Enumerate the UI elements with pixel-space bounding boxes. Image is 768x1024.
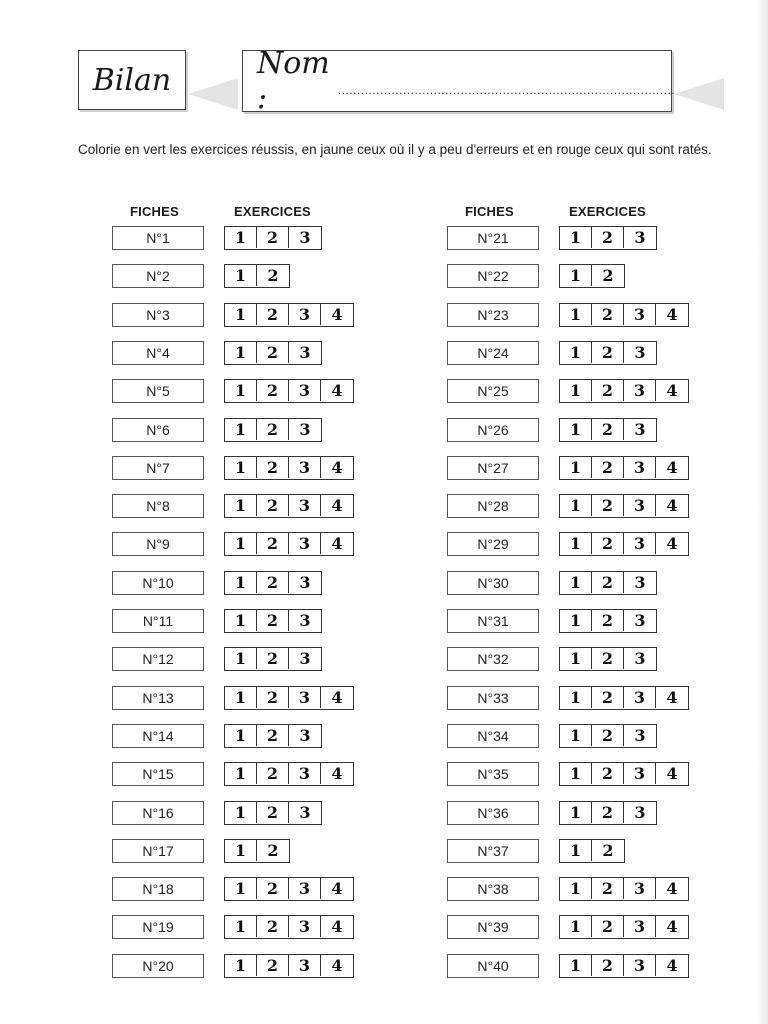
exercise-box[interactable]: 1 xyxy=(560,265,592,286)
exercise-box[interactable]: 2 xyxy=(592,955,624,976)
exercise-boxes xyxy=(559,264,625,288)
exercise-box[interactable]: 3 xyxy=(634,649,646,668)
exercise-box[interactable]: 3 xyxy=(624,916,656,937)
fiche-number-box: N°30 xyxy=(447,571,539,595)
exercise-box[interactable]: 1 xyxy=(560,687,592,708)
exercise-box[interactable]: 3 xyxy=(634,573,646,592)
exercise-box[interactable]: 3 xyxy=(299,573,311,592)
exercise-box[interactable]: 1 xyxy=(225,687,257,708)
fiche-number-box: N°2 xyxy=(112,264,204,288)
exercise-boxes xyxy=(224,915,354,939)
exercise-box[interactable]: 2 xyxy=(592,457,624,478)
exercise-box[interactable]: 2 xyxy=(257,802,289,823)
fiche-number-box: N°36 xyxy=(447,801,539,825)
exercise-boxes xyxy=(559,762,689,786)
fiche-number-box: N°40 xyxy=(447,954,539,978)
exercise-box[interactable]: 4 xyxy=(666,496,678,515)
fiche-number-box: N°13 xyxy=(112,686,204,710)
exercise-box[interactable]: 4 xyxy=(331,458,343,477)
fiche-number-box: N°19 xyxy=(112,915,204,939)
exercise-box[interactable]: 4 xyxy=(331,917,343,936)
fiche-number-box: N°3 xyxy=(112,303,204,327)
exercise-box[interactable]: 3 xyxy=(624,763,656,784)
exercise-boxes xyxy=(224,609,322,633)
name-dotted-line[interactable]: ........................................................................................ xyxy=(337,83,676,97)
exercise-box[interactable]: 4 xyxy=(666,917,678,936)
exercise-boxes xyxy=(224,686,354,710)
exercise-box[interactable]: 4 xyxy=(331,534,343,553)
exercise-box[interactable]: 2 xyxy=(592,916,624,937)
exercise-box[interactable]: 1 xyxy=(225,265,257,286)
exercise-boxes xyxy=(559,686,689,710)
exercise-box[interactable]: 1 xyxy=(560,802,592,823)
exercise-box[interactable]: 3 xyxy=(299,343,311,362)
fiche-number-box: N°1 xyxy=(112,226,204,250)
exercise-box[interactable]: 1 xyxy=(560,572,592,593)
exercise-boxes xyxy=(224,532,354,556)
fiche-number-box: N°11 xyxy=(112,609,204,633)
exercise-box[interactable]: 2 xyxy=(592,687,624,708)
exercise-boxes xyxy=(559,954,689,978)
fiche-number-box: N°28 xyxy=(447,494,539,518)
fiche-number-box: N°12 xyxy=(112,647,204,671)
exercise-box[interactable]: 4 xyxy=(666,534,678,553)
exercise-box[interactable]: 2 xyxy=(592,572,624,593)
exercise-box[interactable]: 1 xyxy=(560,610,592,631)
fiche-number-box: N°29 xyxy=(447,532,539,556)
decorative-wedge xyxy=(674,78,724,110)
exercise-box[interactable]: 1 xyxy=(560,419,592,440)
fiche-number-box: N°23 xyxy=(447,303,539,327)
exercices-column-header: EXERCICES xyxy=(234,204,311,219)
exercise-boxes xyxy=(559,379,689,403)
exercise-boxes xyxy=(224,379,354,403)
exercise-box[interactable]: 2 xyxy=(257,916,289,937)
fiche-number-box: N°26 xyxy=(447,418,539,442)
exercise-box[interactable]: 4 xyxy=(666,764,678,783)
exercise-box[interactable]: 3 xyxy=(289,916,321,937)
exercise-boxes xyxy=(559,647,657,671)
fiche-number-box: N°32 xyxy=(447,647,539,671)
decorative-wedge xyxy=(188,78,238,110)
exercise-box[interactable]: 4 xyxy=(331,496,343,515)
fiche-number-box: N°24 xyxy=(447,341,539,365)
exercise-box[interactable]: 3 xyxy=(289,878,321,899)
exercise-box[interactable]: 1 xyxy=(225,610,257,631)
exercise-box[interactable]: 1 xyxy=(560,916,592,937)
exercise-boxes xyxy=(224,724,322,748)
exercise-box[interactable]: 4 xyxy=(666,305,678,324)
exercise-boxes xyxy=(224,839,290,863)
fiche-number-box: N°5 xyxy=(112,379,204,403)
exercise-box[interactable]: 1 xyxy=(225,878,257,899)
exercise-box[interactable]: 3 xyxy=(634,726,646,745)
exercise-box[interactable]: 2 xyxy=(257,725,289,746)
exercise-boxes xyxy=(559,303,689,327)
exercise-box[interactable]: 3 xyxy=(289,763,321,784)
fiche-number-box: N°7 xyxy=(112,456,204,480)
exercise-boxes xyxy=(559,494,689,518)
exercise-box[interactable]: 1 xyxy=(560,878,592,899)
exercise-box[interactable]: 2 xyxy=(592,304,624,325)
exercise-box[interactable]: 3 xyxy=(289,380,321,401)
exercise-box[interactable]: 2 xyxy=(257,495,289,516)
exercices-column-header: EXERCICES xyxy=(569,204,646,219)
exercise-boxes xyxy=(224,226,322,250)
exercise-box[interactable]: 2 xyxy=(257,648,289,669)
exercise-box[interactable]: 1 xyxy=(225,725,257,746)
exercise-box[interactable]: 2 xyxy=(257,227,289,248)
exercise-box[interactable]: 2 xyxy=(602,266,614,285)
exercise-box[interactable]: 1 xyxy=(560,955,592,976)
fiche-number-box: N°16 xyxy=(112,801,204,825)
exercise-box[interactable]: 1 xyxy=(225,572,257,593)
exercise-box[interactable]: 1 xyxy=(560,227,592,248)
exercise-box[interactable]: 4 xyxy=(331,381,343,400)
fiche-number-box: N°15 xyxy=(112,762,204,786)
exercise-box[interactable]: 2 xyxy=(602,841,614,860)
fiche-number-box: N°39 xyxy=(447,915,539,939)
exercise-box[interactable]: 4 xyxy=(331,305,343,324)
exercise-box[interactable]: 1 xyxy=(560,342,592,363)
exercise-box[interactable]: 1 xyxy=(225,380,257,401)
exercise-boxes xyxy=(224,418,322,442)
exercise-boxes xyxy=(224,456,354,480)
exercise-box[interactable]: 3 xyxy=(634,420,646,439)
exercise-boxes xyxy=(559,609,657,633)
exercise-box[interactable]: 3 xyxy=(624,878,656,899)
exercise-boxes xyxy=(224,762,354,786)
fiches-column-header: FICHES xyxy=(130,204,179,219)
fiche-number-box: N°25 xyxy=(447,379,539,403)
exercise-box[interactable]: 3 xyxy=(624,304,656,325)
exercise-box[interactable]: 1 xyxy=(225,227,257,248)
exercise-box[interactable]: 2 xyxy=(257,610,289,631)
exercise-boxes xyxy=(559,418,657,442)
exercise-box[interactable]: 1 xyxy=(225,533,257,554)
exercise-box[interactable]: 2 xyxy=(257,304,289,325)
exercise-box[interactable]: 1 xyxy=(560,533,592,554)
exercise-box[interactable]: 2 xyxy=(592,725,624,746)
exercise-box[interactable]: 1 xyxy=(560,457,592,478)
exercise-box[interactable]: 2 xyxy=(257,955,289,976)
exercise-boxes xyxy=(559,877,689,901)
fiche-number-box: N°34 xyxy=(447,724,539,748)
exercise-boxes xyxy=(559,571,657,595)
exercise-box[interactable]: 3 xyxy=(299,803,311,822)
exercise-box[interactable]: 3 xyxy=(624,495,656,516)
exercise-box[interactable]: 3 xyxy=(624,955,656,976)
exercise-box[interactable]: 1 xyxy=(560,380,592,401)
exercise-box[interactable]: 2 xyxy=(592,380,624,401)
exercise-boxes xyxy=(224,877,354,901)
exercise-box[interactable]: 2 xyxy=(257,687,289,708)
exercise-box[interactable]: 2 xyxy=(592,648,624,669)
worksheet-header xyxy=(78,46,728,116)
exercise-box[interactable]: 4 xyxy=(666,458,678,477)
exercise-boxes xyxy=(559,456,689,480)
page-edge-shadow xyxy=(756,0,768,1024)
exercise-box[interactable]: 1 xyxy=(225,802,257,823)
fiche-number-box: N°22 xyxy=(447,264,539,288)
fiche-number-box: N°14 xyxy=(112,724,204,748)
name-box[interactable] xyxy=(242,46,676,116)
exercise-box[interactable]: 2 xyxy=(592,342,624,363)
exercise-box[interactable]: 2 xyxy=(257,572,289,593)
fiche-number-box: N°31 xyxy=(447,609,539,633)
name-label: Nom : xyxy=(257,46,330,116)
fiche-number-box: N°17 xyxy=(112,839,204,863)
exercise-box[interactable]: 3 xyxy=(289,304,321,325)
exercise-box[interactable]: 2 xyxy=(267,266,279,285)
exercise-box[interactable]: 1 xyxy=(560,304,592,325)
exercise-box[interactable]: 2 xyxy=(592,763,624,784)
exercise-box[interactable]: 4 xyxy=(666,879,678,898)
exercise-boxes xyxy=(224,494,354,518)
fiche-number-box: N°21 xyxy=(447,226,539,250)
exercise-box[interactable]: 3 xyxy=(634,611,646,630)
bilan-title-box xyxy=(78,50,186,110)
exercise-box[interactable]: 1 xyxy=(225,457,257,478)
fiche-number-box: N°10 xyxy=(112,571,204,595)
exercise-boxes xyxy=(224,571,322,595)
exercise-box[interactable]: 3 xyxy=(624,457,656,478)
exercise-box[interactable]: 2 xyxy=(592,878,624,899)
exercise-box[interactable]: 3 xyxy=(289,955,321,976)
exercise-box[interactable]: 3 xyxy=(299,420,311,439)
exercise-box[interactable]: 3 xyxy=(289,495,321,516)
exercise-box[interactable]: 1 xyxy=(225,955,257,976)
instruction-text: Colorie en vert les exercices réussis, en jaune ceux où il y a peu d'erreurs et en rouge ceux qui sont ratés. xyxy=(78,142,712,157)
exercise-box[interactable]: 1 xyxy=(560,725,592,746)
exercise-boxes xyxy=(559,532,689,556)
exercise-box[interactable]: 4 xyxy=(666,688,678,707)
exercise-box[interactable]: 2 xyxy=(257,342,289,363)
exercise-box[interactable]: 2 xyxy=(267,841,279,860)
exercise-box[interactable]: 4 xyxy=(666,381,678,400)
exercise-box[interactable]: 3 xyxy=(624,533,656,554)
fiche-number-box: N°20 xyxy=(112,954,204,978)
fiches-column-header: FICHES xyxy=(465,204,514,219)
fiche-number-box: N°18 xyxy=(112,877,204,901)
exercise-box[interactable]: 1 xyxy=(225,916,257,937)
exercise-boxes xyxy=(224,954,354,978)
exercise-box[interactable]: 3 xyxy=(624,380,656,401)
exercise-box[interactable]: 3 xyxy=(299,649,311,668)
exercise-boxes xyxy=(224,801,322,825)
exercise-boxes xyxy=(559,839,625,863)
exercise-box[interactable]: 4 xyxy=(331,956,343,975)
exercise-boxes xyxy=(224,264,290,288)
exercise-boxes xyxy=(559,226,657,250)
exercise-box[interactable]: 1 xyxy=(225,419,257,440)
exercise-box[interactable]: 2 xyxy=(592,495,624,516)
exercise-boxes xyxy=(224,341,322,365)
exercise-boxes xyxy=(559,801,657,825)
exercise-box[interactable]: 1 xyxy=(225,840,257,861)
exercise-boxes xyxy=(224,303,354,327)
exercise-box[interactable]: 2 xyxy=(592,227,624,248)
fiche-number-box: N°38 xyxy=(447,877,539,901)
exercise-box[interactable]: 3 xyxy=(624,687,656,708)
fiche-number-box: N°4 xyxy=(112,341,204,365)
exercise-box[interactable]: 2 xyxy=(592,802,624,823)
fiche-number-box: N°6 xyxy=(112,418,204,442)
fiche-number-box: N°27 xyxy=(447,456,539,480)
bilan-title: Bilan xyxy=(92,62,172,98)
exercise-box[interactable]: 1 xyxy=(225,495,257,516)
exercise-box[interactable]: 1 xyxy=(225,304,257,325)
exercise-box[interactable]: 2 xyxy=(592,533,624,554)
fiche-number-box: N°35 xyxy=(447,762,539,786)
exercise-box[interactable]: 4 xyxy=(331,764,343,783)
exercise-box[interactable]: 3 xyxy=(289,457,321,478)
exercise-box[interactable]: 2 xyxy=(257,763,289,784)
exercise-box[interactable]: 3 xyxy=(289,687,321,708)
exercise-box[interactable]: 1 xyxy=(560,495,592,516)
fiche-number-box: N°9 xyxy=(112,532,204,556)
exercise-box[interactable]: 2 xyxy=(257,419,289,440)
exercise-box[interactable]: 2 xyxy=(592,610,624,631)
exercise-box[interactable]: 3 xyxy=(634,803,646,822)
exercise-box[interactable]: 3 xyxy=(299,726,311,745)
fiche-number-box: N°33 xyxy=(447,686,539,710)
exercise-box[interactable]: 4 xyxy=(331,688,343,707)
exercise-boxes xyxy=(559,915,689,939)
exercise-box[interactable]: 1 xyxy=(560,840,592,861)
exercise-box[interactable]: 3 xyxy=(299,611,311,630)
exercise-box[interactable]: 2 xyxy=(592,419,624,440)
exercise-box[interactable]: 3 xyxy=(634,228,646,247)
exercise-box[interactable]: 3 xyxy=(634,343,646,362)
exercise-boxes xyxy=(224,647,322,671)
exercise-box[interactable]: 1 xyxy=(225,648,257,669)
exercise-boxes xyxy=(559,341,657,365)
exercise-boxes xyxy=(559,724,657,748)
exercise-box[interactable]: 1 xyxy=(225,342,257,363)
exercise-box[interactable]: 3 xyxy=(299,228,311,247)
exercise-box[interactable]: 2 xyxy=(257,878,289,899)
exercise-box[interactable]: 1 xyxy=(560,763,592,784)
exercise-box[interactable]: 3 xyxy=(289,533,321,554)
fiche-number-box: N°8 xyxy=(112,494,204,518)
exercise-box[interactable]: 2 xyxy=(257,457,289,478)
exercise-box[interactable]: 1 xyxy=(225,763,257,784)
exercise-box[interactable]: 2 xyxy=(257,380,289,401)
exercise-box[interactable]: 4 xyxy=(331,879,343,898)
exercise-box[interactable]: 1 xyxy=(560,648,592,669)
fiche-number-box: N°37 xyxy=(447,839,539,863)
exercise-box[interactable]: 2 xyxy=(257,533,289,554)
exercise-box[interactable]: 4 xyxy=(666,956,678,975)
